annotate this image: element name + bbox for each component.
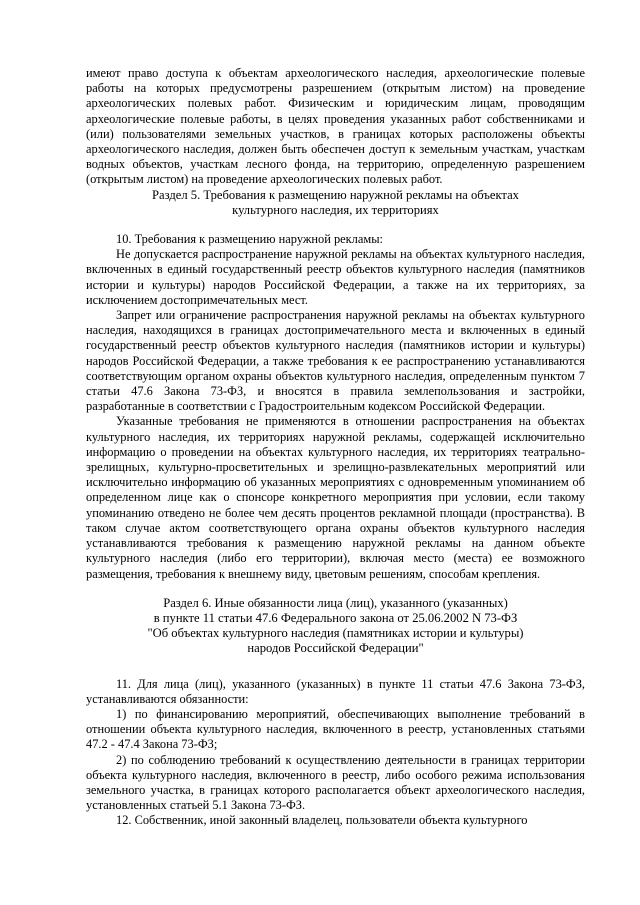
paragraph-10-c: Указанные требования не применяются в отношении распространения на объектах культурного наследия, их территориях наружной рекламы, содержащей исключительно информацию о проведении на объектах культурного наследия, их территориях театрально-зрелищных, культурно-просветительных и зрелищно-развлекательных мероприятий или исключительно информацию об указанных мероприятиях с одновременным упоминанием об определенном лице как о спонсоре конкретного мероприятия при условии, если такому упоминанию отведено не более чем десять процентов рекламной площади (пространства). В таком случае актом соответствующего органа охраны объектов культурного наследия устанавливаются требования к размещению наружной рекламы на данном объекте культурного наследия (либо его территории), включая место (места) ее возможного размещения, требования к внешнему виду, цветовым решениям, способам крепления. — [86, 414, 585, 581]
paragraph-11-intro: 11. Для лица (лиц), указанного (указанных) в пункте 11 статьи 47.6 Закона 73-ФЗ, устанавливаются обязанности: — [86, 676, 585, 706]
section6-heading-line2: в пункте 11 статьи 47.6 Федерального закона от 25.06.2002 N 73-ФЗ — [153, 610, 518, 625]
section6-heading-line1: Раздел 6. Иные обязанности лица (лиц), указанного (указанных) — [163, 595, 508, 610]
section6-heading-line3: "Об объектах культурного наследия (памятниках истории и культуры) — [147, 626, 524, 641]
paragraph-11-item-1: 1) по финансированию мероприятий, обеспечивающих выполнение требований в отношении объекта культурного наследия, включенного в реестр, установленных статьями 47.2 - 47.4 Закона 73-ФЗ; — [86, 706, 585, 752]
paragraph-10-a: Не допускается распространение наружной рекламы на объектах культурного наследия, включенных в единый государственный реестр объектов культурного наследия (памятников истории и культуры) народов Российской Федерации, а также на их территориях, за исключением достопримечательных мест. — [86, 247, 585, 307]
section5-heading-line2: культурного наследия, их территориях — [232, 202, 439, 217]
section6-heading-line4: народов Российской Федерации" — [247, 641, 424, 656]
paragraph-intro: имеют право доступа к объектам археологического наследия, археологические полевые работы на которых предусмотрены разрешением (открытым листом) на проведение археологических полевых работ. Физическим и юридическим лицам, проводящим археологические полевые работы, в целях проведения указанных работ собственниками и (или) пользователями земельных участков, в границах которых расположены объекты археологического наследия, должен быть обеспечен доступ к земельным участкам, участкам водных объектов, участкам лесного фонда, на территорию, определенную разрешением (открытым листом) на проведение археологических полевых работ. — [86, 66, 585, 187]
paragraph-10-title: 10. Требования к размещению наружной рекламы: — [116, 232, 383, 247]
paragraph-11-item-2: 2) по соблюдению требований к осуществлению деятельности в границах территории объекта культурного наследия, включенного в реестр, либо особого режима использования земельного участка, в границах которого располагается объект археологического наследия, установленных статьей 5.1 Закона 73-ФЗ. — [86, 752, 585, 813]
section5-heading-line1: Раздел 5. Требования к размещению наружной рекламы на объектах — [152, 187, 519, 202]
paragraph-12-start: 12. Собственник, иной законный владелец, пользователи объекта культурного — [116, 813, 528, 828]
paragraph-10-b: Запрет или ограничение распространения наружной рекламы на объектах культурного наследия, находящихся в границах достопримечательного места и включенных в единый государственный реестр объектов культурного наследия (памятников истории и культуры) народов Российской Федерации, а также требования к ее распространению устанавливаются соответствующим органом охраны объектов культурного наследия, определенным пунктом 7 статьи 47.6 Закона 73-ФЗ, и вносятся в правила землепользования и застройки, разработанные в соответствии с Градостроительным кодексом Российской Федерации. — [86, 308, 585, 414]
